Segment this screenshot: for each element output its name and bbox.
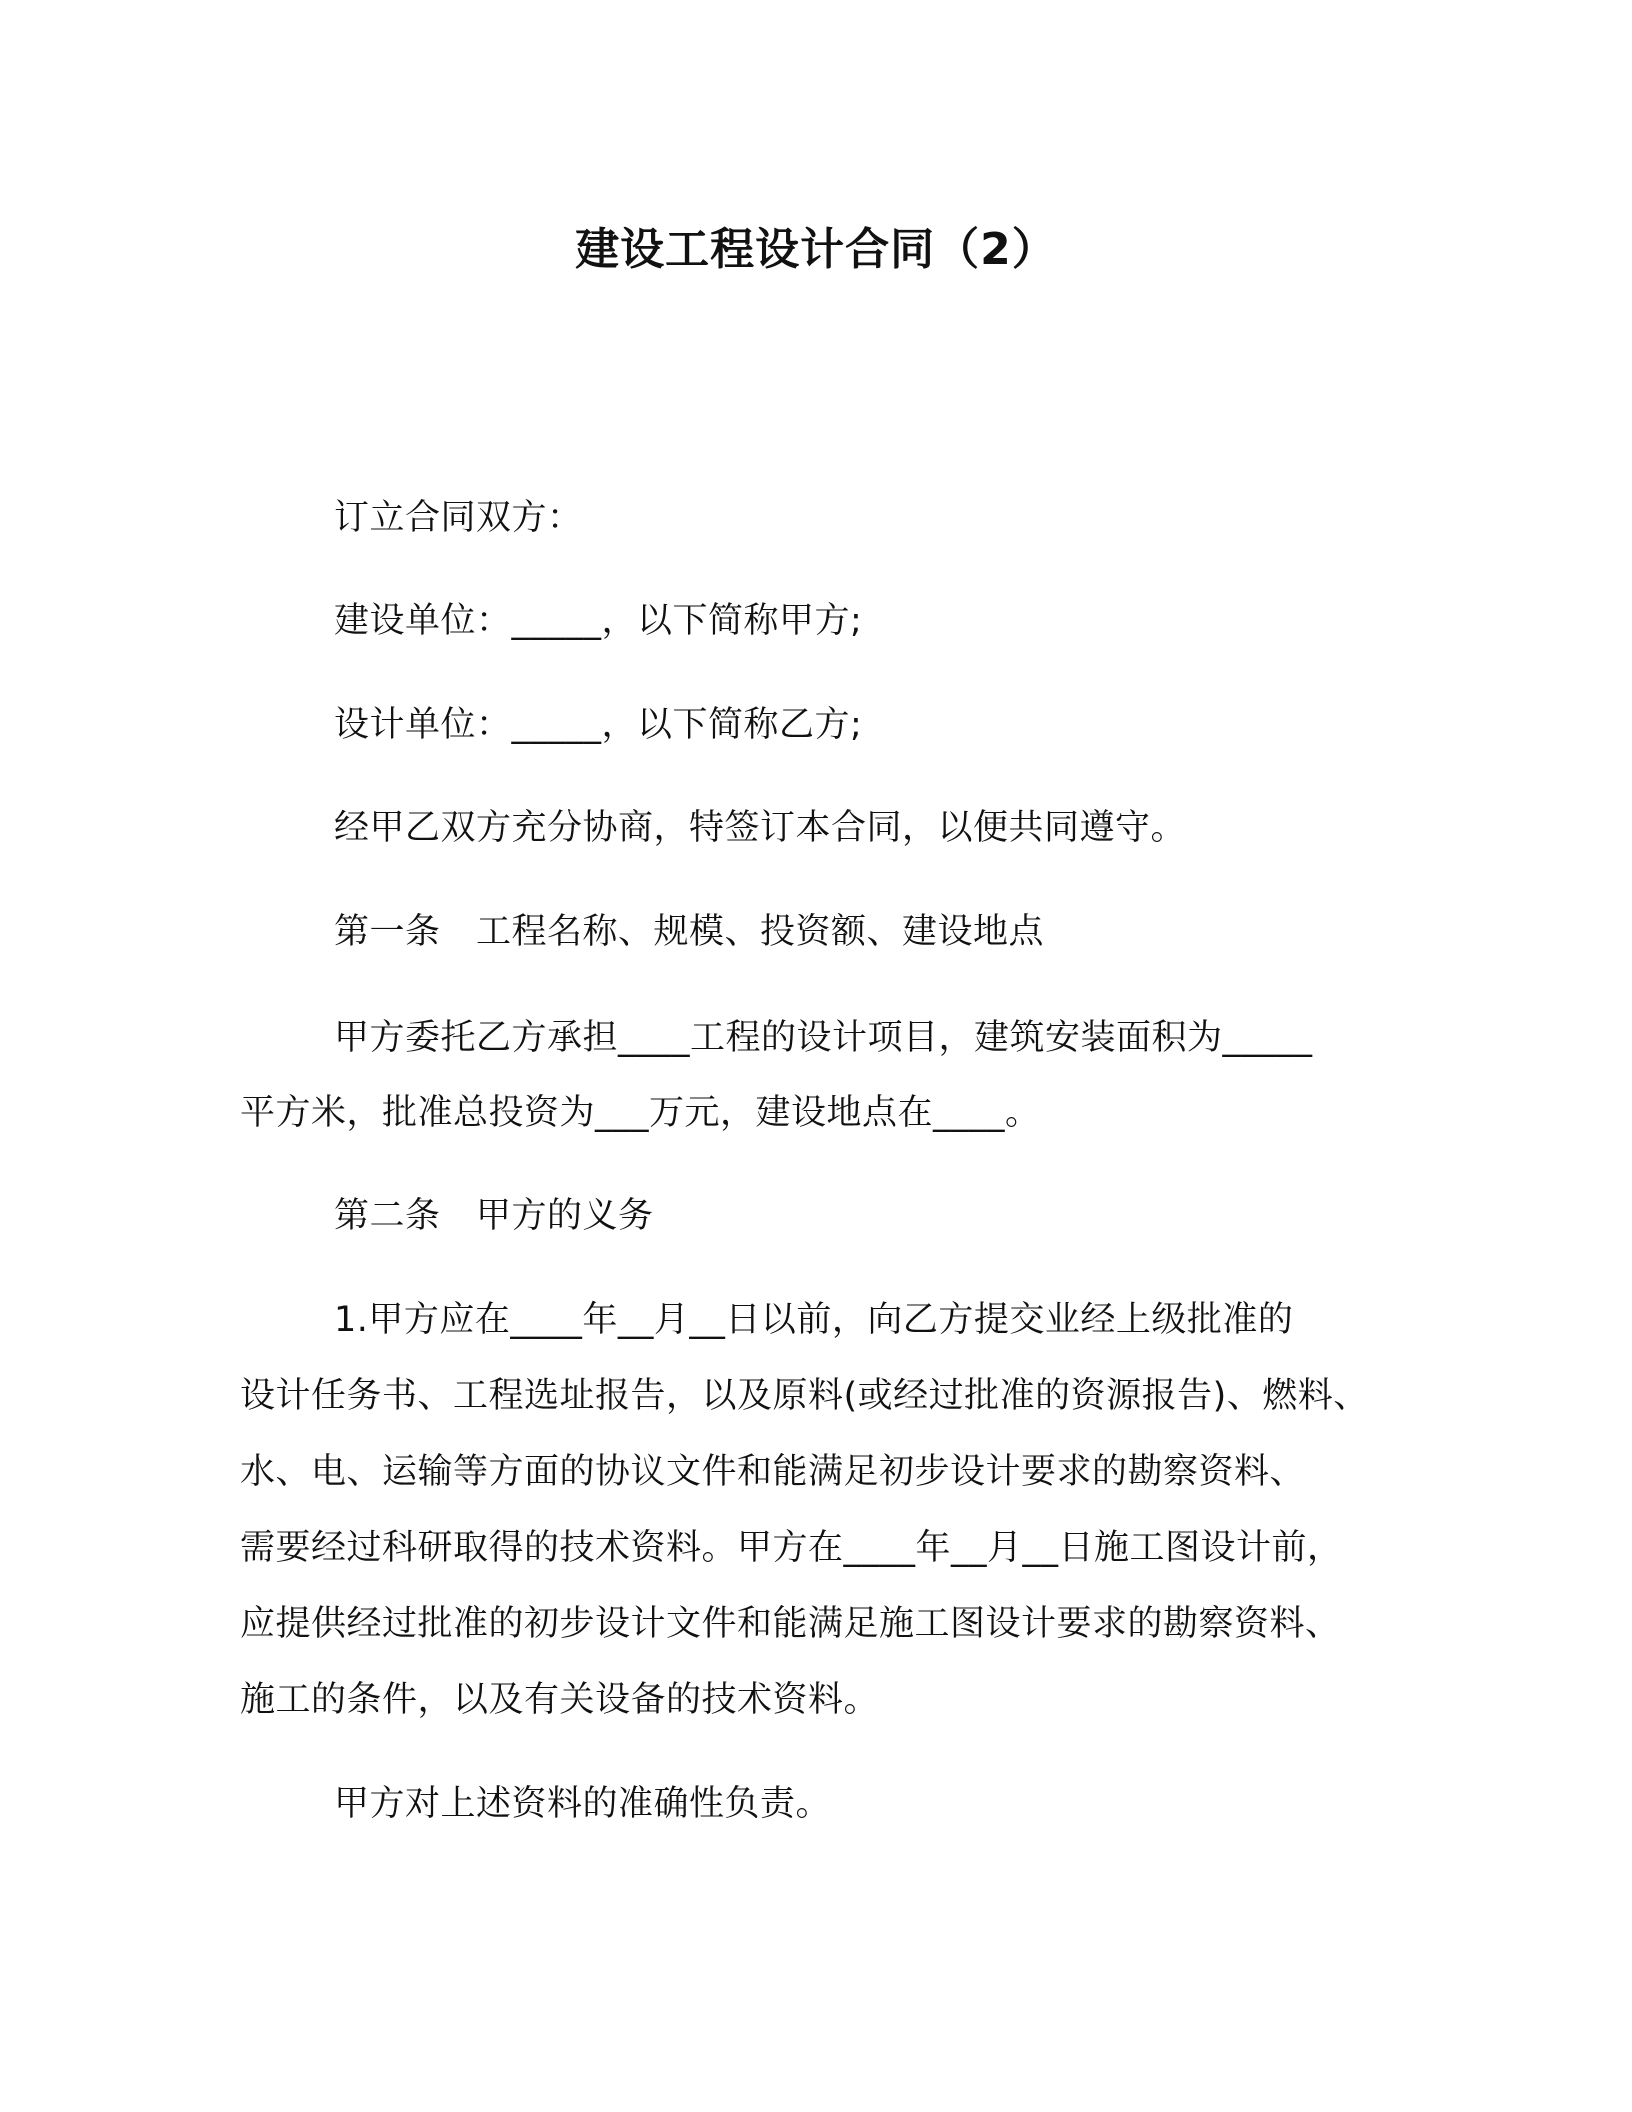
article-1-paragraph-line-2: 平方米，批准总投资为___万元，建设地点在____。 — [240, 1093, 1041, 1133]
article-2-heading: 第二条 甲方的义务 — [334, 1196, 654, 1236]
data-accuracy-statement: 甲方对上述资料的准确性负责。 — [334, 1784, 832, 1824]
article-2-clause-1-line-3: 水、电、运输等方面的协议文件和能满足初步设计要求的勘察资料、 — [240, 1452, 1306, 1492]
article-2-clause-1-line-2: 设计任务书、工程选址报告，以及原料(或经过批准的资源报告)、燃料、 — [240, 1376, 1369, 1416]
party-a-line: 建设单位：_____，以下简称甲方; — [334, 601, 863, 641]
article-1-heading: 第一条 工程名称、规模、投资额、建设地点 — [334, 912, 1045, 952]
party-b-line: 设计单位：_____，以下简称乙方; — [334, 705, 863, 745]
article-1-paragraph-line-1: 甲方委托乙方承担____工程的设计项目，建筑安装面积为_____ — [334, 1018, 1313, 1058]
agreement-statement: 经甲乙双方充分协商，特签订本合同，以便共同遵守。 — [334, 808, 1187, 848]
contract-parties-heading: 订立合同双方： — [334, 498, 583, 538]
article-2-clause-1-line-5: 应提供经过批准的初步设计文件和能满足施工图设计要求的勘察资料、 — [240, 1604, 1341, 1644]
article-2-clause-1-line-1: 1.甲方应在____年__月__日以前，向乙方提交业经上级批准的 — [334, 1300, 1294, 1340]
document-title: 建设工程设计合同（2） — [575, 224, 1057, 275]
article-2-clause-1-line-6: 施工的条件，以及有关设备的技术资料。 — [240, 1680, 880, 1720]
article-2-clause-1-line-4: 需要经过科研取得的技术资料。甲方在____年__月__日施工图设计前， — [240, 1528, 1343, 1568]
